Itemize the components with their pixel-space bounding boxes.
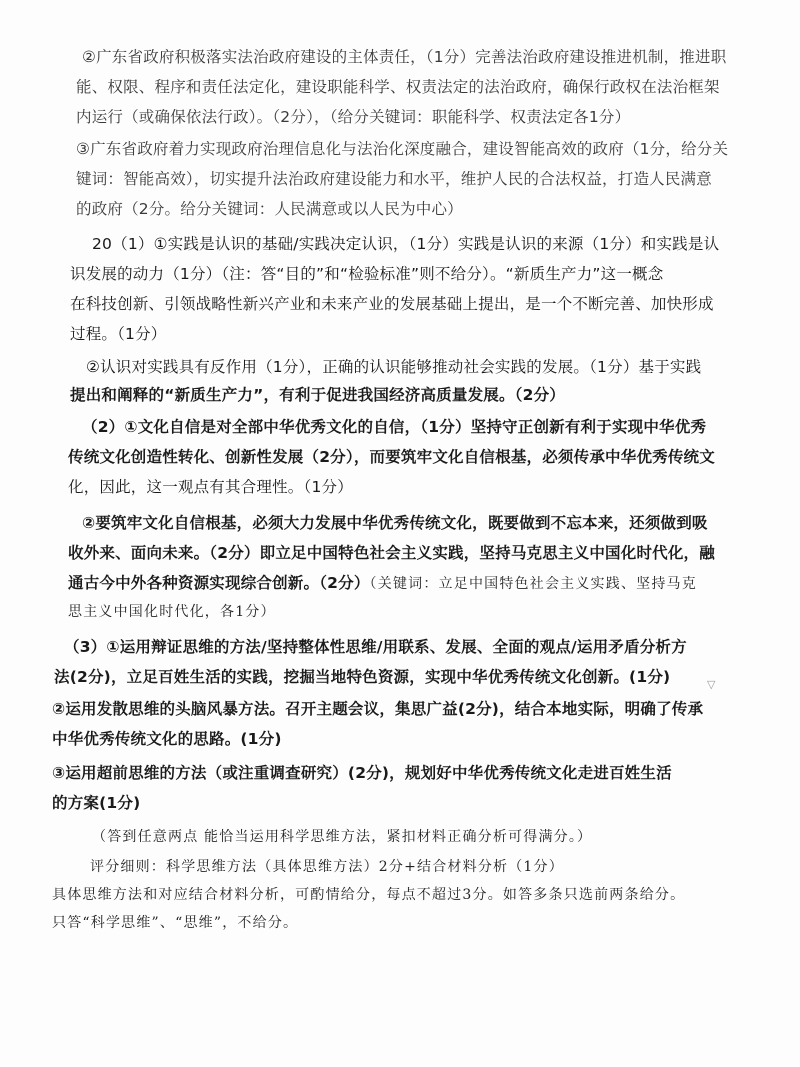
text-line: 内运行（或确保依法行政）。（2分），（给分关键词：职能科学、权责法定各1分） [76, 108, 631, 126]
text-line: （答到任意两点 能恰当运用科学思维方法，紧扣材料正确分析可得满分。） [92, 829, 593, 845]
text-line: 传统文化创造性转化、创新性发展（2分），而要筑牢文化自信根基，必须传承中华优秀传统文 [68, 448, 715, 466]
text-line: ②认识对实践具有反作用（1分），正确的认识能够推动社会实践的发展。（1分）基于实践 [86, 358, 702, 376]
text-line: 具体思维方法和对应结合材料分析，可酌情给分，每点不超过3分。如答多条只选前两条给分。 [52, 887, 686, 903]
text-line: （2）①文化自信是对全部中华优秀文化的自信，（1分）坚持守正创新有利于实现中华优秀 [82, 418, 707, 436]
text-line: 能、权限、程序和责任法定化，建设职能科学、权责法定的法治政府，确保行政权在法治框架 [76, 78, 720, 96]
text-line: 过程。（1分） [70, 325, 167, 343]
text-line: 在科技创新、引领战略性新兴产业和未来产业的发展基础上提出，是一个不断完善、加快形成 [70, 295, 714, 313]
text-line: 评分细则：科学思维方法（具体思维方法）2分+结合材料分析（1分） [90, 859, 564, 875]
text-line: 思主义中国化时代化，各1分） [68, 604, 276, 620]
text-line: 中华优秀传统文化的思路。(1分) [52, 730, 282, 748]
text-line: 键词：智能高效），切实提升法治政府建设能力和水平，维护人民的合法权益，打造人民满意 [76, 170, 712, 188]
text-line: ②运用发散思维的头脑风暴方法。召开主题会议，集思广益(2分)，结合本地实际，明确了传承 [52, 700, 704, 718]
text-line: 的方案(1分) [52, 794, 141, 812]
text-line: （3）①运用辩证思维的方法/坚持整体性思维/用联系、发展、全面的观点/运用矛盾分析方 [64, 638, 687, 656]
text-line: 20（1）①实践是认识的基础/实践决定认识，（1分）实践是认识的来源（1分）和实践是认 [92, 235, 720, 253]
margin-mark: ▽ [707, 678, 716, 691]
text-line: 提出和阐释的“新质生产力”，有利于促进我国经济高质量发展。（2分） [70, 386, 566, 404]
text-line: ③广东省政府着力实现政府治理信息化与法治化深度融合，建设智能高效的政府（1分，给分关 [76, 140, 729, 158]
text-line: 只答“科学思维”、“思维”，不给分。 [52, 915, 299, 931]
text-line: 收外来、面向未来。（2分）即立足中国特色社会主义实践，坚持马克思主义中国化时代化，融 [68, 544, 715, 562]
text-line: ③运用超前思维的方法（或注重调查研究）(2分)，规划好中华优秀传统文化走进百姓生活 [52, 764, 672, 782]
text-line: ②广东省政府积极落实法治政府建设的主体责任，（1分）完善法治政府建设推进机制，推进职 [82, 48, 727, 66]
text-line: 化，因此，这一观点有其合理性。（1分） [68, 478, 353, 496]
text-line: ②要筑牢文化自信根基，必须大力发展中华优秀传统文化，既要做到不忘本来，还须做到吸 [82, 514, 708, 532]
text-line: 通古今中外各种资源实现综合创新。（2分）（关键词：立足中国特色社会主义实践、坚持马克 [68, 574, 697, 592]
text-line: 的政府（2分。给分关键词：人民满意或以人民为中心） [76, 200, 463, 218]
text-line: 识发展的动力（1分）（注：答“目的”和“检验标准”则不给分）。“新质生产力”这一概念 [70, 265, 664, 283]
text-line: 法(2分)，立足百姓生活的实践，挖掘当地特色资源，实现中华优秀传统文化创新。(1分) [54, 668, 671, 686]
